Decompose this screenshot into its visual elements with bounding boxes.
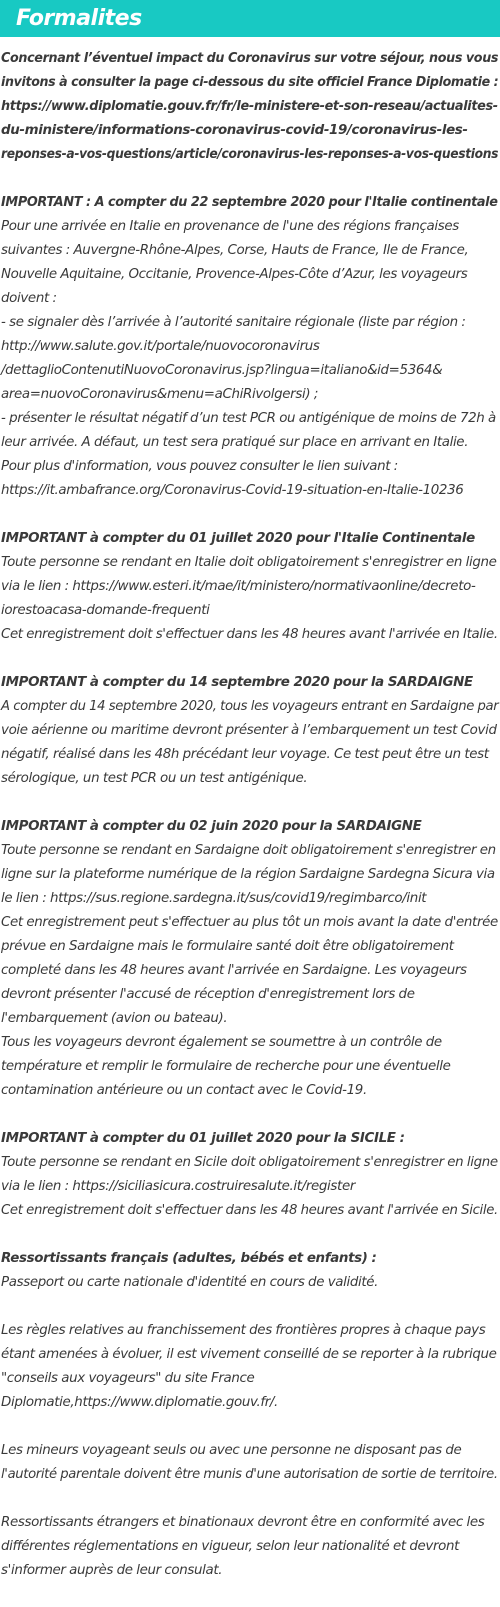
info-section (1, 1319, 498, 1415)
info-section (1, 1127, 498, 1223)
section-heading: IMPORTANT : A compter du 22 septembre 2020 pour l'Italie continentale (1, 195, 498, 210)
section-line: Nouvelle Aquitaine, Occitanie, Provence-Alpes-Côte d’Azur, les voyageurs (1, 267, 468, 282)
section-heading: IMPORTANT à compter du 01 juillet 2020 pour l'Italie Continentale (1, 531, 475, 546)
info-section (1, 1511, 498, 1583)
section-heading: Ressortissants français (adultes, bébés et enfants) : (1, 1251, 377, 1266)
section-line: voie aérienne ou maritime devront présenter à l’embarquement un test Covid (1, 723, 497, 738)
section-line: A compter du 14 septembre 2020, tous les voyageurs entrant en Sardaigne par (1, 699, 499, 714)
section-line: Toute personne se rendant en Italie doit obligatoirement s'enregistrer en ligne (1, 555, 497, 570)
info-section (1, 1439, 498, 1487)
intro-line: du-ministere/informations-coronavirus-covid-19/coronavirus-les- (1, 123, 468, 138)
section-line: étant amenées à évoluer, il est vivement conseillé de se reporter à la rubrique (1, 1347, 497, 1362)
section-line: - se signaler dès l’arrivée à l’autorité sanitaire régionale (liste par région : (1, 315, 466, 330)
page-title: Formalites (16, 6, 142, 31)
section-line: https://it.ambafrance.org/Coronavirus-Covid-19-situation-en-Italie-10236 (1, 483, 464, 498)
section-line: Toute personne se rendant en Sardaigne doit obligatoirement s'enregistrer en (1, 843, 496, 858)
section-line: le lien : https://sus.regione.sardegna.it/sus/covid19/regimbarco/init (1, 891, 427, 906)
section-line: Cet enregistrement peut s'effectuer au plus tôt un mois avant la date d'entrée (1, 915, 498, 930)
section-line: l'embarquement (avion ou bateau). (1, 1011, 228, 1026)
section-line: contamination antérieure ou un contact avec le Covid-19. (1, 1083, 367, 1098)
info-section (1, 671, 498, 791)
section-heading: IMPORTANT à compter du 14 septembre 2020 pour la SARDAIGNE (1, 675, 473, 690)
section-line: via le lien : https://www.esteri.it/mae/it/ministero/normativaonline/decreto- (1, 579, 476, 594)
section-line: completé dans les 48 heures avant l'arrivée en Sardaigne. Les voyageurs (1, 963, 467, 978)
section-line: suivantes : Auvergne-Rhône-Alpes, Corse, Hauts de France, Ile de France, (1, 243, 469, 258)
section-line: prévue en Sardaigne mais le formulaire santé doit être obligatoirement (1, 939, 454, 954)
section-line: Les règles relatives au franchissement des frontières propres à chaque pays (1, 1323, 486, 1338)
section-header (0, 0, 500, 37)
section-line: via le lien : https://siciliasicura.costruiresalute.it/register (1, 1179, 355, 1194)
section-heading: IMPORTANT à compter du 02 juin 2020 pour la SARDAIGNE (1, 819, 422, 834)
section-line: sérologique, un test PCR ou un test antigénique. (1, 771, 308, 786)
info-section (1, 191, 498, 503)
section-line: Passeport ou carte nationale d'identité en cours de validité. (1, 1275, 379, 1290)
info-section (1, 815, 498, 1103)
section-line: - présenter le résultat négatif d’un test PCR ou antigénique de moins de 72h à (1, 411, 496, 426)
section-line: s'informer auprès de leur consulat. (1, 1563, 223, 1578)
formalities-content (1, 47, 498, 1607)
section-line: /dettaglioContenutiNuovoCoronavirus.jsp?lingua=italiano&id=5364& (1, 363, 443, 378)
section-line: Les mineurs voyageant seuls ou avec une personne ne disposant pas de (1, 1443, 462, 1458)
section-line: Diplomatie,https://www.diplomatie.gouv.fr/. (1, 1395, 278, 1410)
section-line: area=nuovoCoronavirus&menu=aChiRivolgersi) ; (1, 387, 318, 402)
section-line: Cet enregistrement doit s'effectuer dans les 48 heures avant l'arrivée en Sicile. (1, 1203, 498, 1218)
section-line: différentes réglementations en vigueur, selon leur nationalité et devront (1, 1539, 459, 1554)
intro-paragraph (1, 47, 498, 167)
section-line: iorestoacasa-domande-frequenti (1, 603, 210, 618)
section-line: "conseils aux voyageurs" du site France (1, 1371, 255, 1386)
section-line: ligne sur la plateforme numérique de la région Sardaigne Sardegna Sicura via (1, 867, 495, 882)
intro-line: Concernant l’éventuel impact du Coronavirus sur votre séjour, nous vous (1, 51, 499, 66)
section-line: http://www.salute.gov.it/portale/nuovocoronavirus (1, 339, 320, 354)
section-line: Pour plus d'information, vous pouvez consulter le lien suivant : (1, 459, 398, 474)
section-line: négatif, réalisé dans les 48h précédant leur voyage. Ce test peut être un test (1, 747, 489, 762)
section-line: Tous les voyageurs devront également se soumettre à un contrôle de (1, 1035, 442, 1050)
intro-line: invitons à consulter la page ci-dessous du site officiel France Diplomatie : (1, 75, 499, 90)
section-line: Ressortissants étrangers et binationaux devront être en conformité avec les (1, 1515, 485, 1530)
section-line: Cet enregistrement doit s'effectuer dans les 48 heures avant l'arrivée en Italie. (1, 627, 498, 642)
intro-line: https://www.diplomatie.gouv.fr/fr/le-ministere-et-son-reseau/actualites- (1, 99, 498, 114)
intro-line: reponses-a-vos-questions/article/coronavirus-les-reponses-a-vos-questions (1, 147, 499, 162)
section-line: l'autorité parentale doivent être munis d'une autorisation de sortie de territoire. (1, 1467, 498, 1482)
section-line: devront présenter l'accusé de réception d'enregistrement lors de (1, 987, 415, 1002)
section-heading: IMPORTANT à compter du 01 juillet 2020 pour la SICILE : (1, 1131, 405, 1146)
section-line: Toute personne se rendant en Sicile doit obligatoirement s'enregistrer en ligne (1, 1155, 498, 1170)
info-section (1, 1247, 498, 1295)
section-line: température et remplir le formulaire de recherche pour une éventuelle (1, 1059, 451, 1074)
section-line: Pour une arrivée en Italie en provenance de l'une des régions françaises (1, 219, 459, 234)
section-line: doivent : (1, 291, 57, 306)
section-line: leur arrivée. A défaut, un test sera pratiqué sur place en arrivant en Italie. (1, 435, 469, 450)
info-section (1, 527, 498, 647)
